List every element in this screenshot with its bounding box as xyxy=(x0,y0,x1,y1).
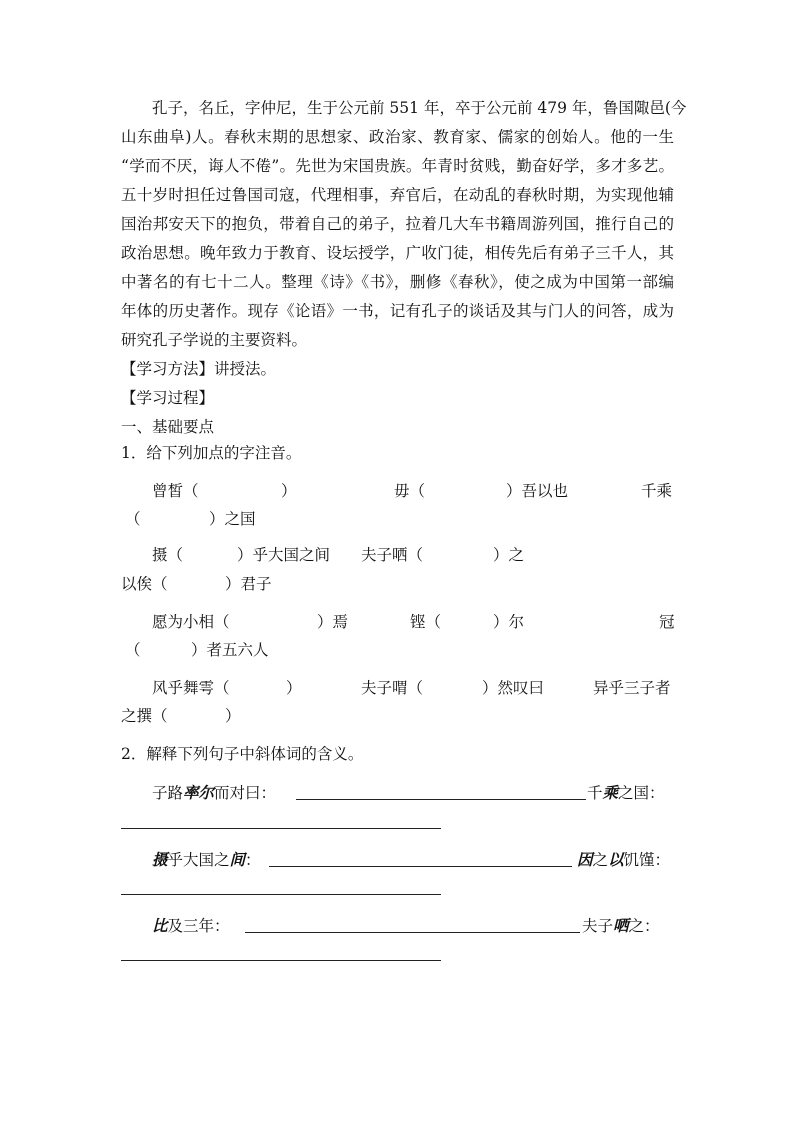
q2-sentence-part xyxy=(582,913,660,939)
q1-item: 以俟（ xyxy=(121,575,168,593)
q1-item: ）吾以也 xyxy=(506,482,569,500)
question-1-title: 1．给下列加点的字注音。 xyxy=(121,444,302,462)
q1-item: ）之国 xyxy=(209,510,256,528)
q1-item: 夫子哂（ xyxy=(361,546,424,564)
q2-text: 乎大国之 xyxy=(167,851,230,869)
q1-row-1 xyxy=(121,478,674,504)
q1-item: 夫子喟（ xyxy=(361,679,424,697)
italic-word: 以 xyxy=(608,850,624,869)
q1-item: 异乎三子者 xyxy=(593,679,671,697)
q2-text: 之 xyxy=(592,851,609,869)
q2-text: 千 xyxy=(587,784,603,802)
learning-process-heading: 【学习过程】 xyxy=(121,389,215,407)
q1-item: ）之 xyxy=(493,546,525,564)
q2-sentence-3 xyxy=(121,913,674,939)
q1-row-1b xyxy=(121,506,674,532)
intro-line: 政治思想。晚年致力于教育、设坛授学，广收门徒，相传先后有弟子三千人，其 xyxy=(121,244,674,262)
q1-item: 摄（ xyxy=(152,546,184,564)
italic-word: 乘 xyxy=(602,783,619,802)
q2-text: 饥馑： xyxy=(623,851,671,869)
q2-text: 而对曰： xyxy=(214,784,277,802)
q2-text: 之： xyxy=(628,917,660,935)
answer-blank[interactable] xyxy=(245,932,580,933)
q2-text: 夫子 xyxy=(582,917,614,935)
intro-line: 研究孔子学说的主要资料。 xyxy=(121,331,308,349)
italic-word: 哂 xyxy=(613,916,629,935)
q2-text: ： xyxy=(245,851,261,869)
q2-sentence-part xyxy=(152,780,276,806)
answer-blank[interactable] xyxy=(121,894,441,895)
q2-sentence-part xyxy=(152,847,261,873)
answer-blank[interactable] xyxy=(121,960,441,961)
q1-item: 之撰（ xyxy=(121,707,168,725)
q1-row-2b xyxy=(121,571,674,597)
intro-line: 山东曲阜)人。春秋末期的思想家、政治家、教育家、儒家的创始人。他的一生 xyxy=(121,128,674,146)
q1-item: ）乎大国之间 xyxy=(237,546,331,564)
italic-word: 摄 xyxy=(152,850,168,869)
q1-row-3 xyxy=(121,609,674,635)
q1-item: 冠 xyxy=(659,613,675,631)
q1-item: （ xyxy=(125,510,141,528)
answer-blank[interactable] xyxy=(269,866,572,867)
q2-sentence-part xyxy=(152,913,230,939)
italic-word: 间 xyxy=(229,850,246,869)
q1-row-2 xyxy=(121,542,674,568)
intro-line: 中著名的有七十二人。整理《诗》《书》，删修《春秋》，使之成为中国第一部编 xyxy=(121,273,674,291)
intro-line: 孔子，名丘，字仲尼，生于公元前 551 年，卒于公元前 479 年，鲁国陬邑(今 xyxy=(152,99,687,117)
q1-item: 愿为小相（ xyxy=(152,613,230,631)
q1-item: ）尔 xyxy=(493,613,525,631)
q2-text: 之国： xyxy=(618,784,665,802)
q1-item: 曾皙（ xyxy=(152,482,199,500)
intro-line: “学而不厌，诲人不倦”。先世为宋国贵族。年青时贫贱，勤奋好学，多才多艺。 xyxy=(121,157,674,175)
q1-item: 铿（ xyxy=(410,613,442,631)
question-2-title: 2．解释下列句子中斜体词的含义。 xyxy=(121,745,364,763)
q1-item: ）焉 xyxy=(317,613,349,631)
q1-item: 千乘 xyxy=(641,482,673,500)
q2-sentence-part xyxy=(577,847,670,873)
q1-row-4b xyxy=(121,703,674,729)
intro-line: 五十岁时担任过鲁国司寇，代理相事，弃官后，在动乱的春秋时期，为实现他辅 xyxy=(121,186,674,204)
q1-item: ） xyxy=(281,482,297,500)
q2-sentence-part xyxy=(587,780,665,806)
q1-item: 毋（ xyxy=(394,482,426,500)
q2-sentence-1 xyxy=(121,780,674,806)
q2-sentence-2 xyxy=(121,847,674,873)
italic-word: 率尔 xyxy=(183,783,215,802)
intro-line: 国治邦安天下的抱负，带着自己的弟子，拉着几大车书籍周游列国，推行自己的 xyxy=(121,215,674,233)
q1-item: ）君子 xyxy=(225,575,272,593)
q1-item: 风乎舞雩（ xyxy=(152,679,230,697)
section-heading: 一、基础要点 xyxy=(121,418,215,436)
q1-item: ） xyxy=(225,707,241,725)
italic-word: 因 xyxy=(577,850,593,869)
intro-paragraph xyxy=(121,94,687,442)
answer-blank[interactable] xyxy=(296,799,586,800)
q1-item: ） xyxy=(286,679,302,697)
italic-word: 比 xyxy=(152,916,168,935)
q1-row-3b xyxy=(121,637,674,663)
q1-item: （ xyxy=(125,641,141,659)
learning-method: 【学习方法】讲授法。 xyxy=(121,360,277,378)
q2-text: 及三年： xyxy=(167,917,230,935)
q2-text: 子路 xyxy=(152,784,184,802)
answer-blank[interactable] xyxy=(121,828,441,829)
q1-row-4 xyxy=(121,675,674,701)
q1-item: ）者五六人 xyxy=(191,641,269,659)
intro-line: 年体的历史著作。现存《论语》一书，记有孔子的谈话及其与门人的问答，成为 xyxy=(121,302,674,320)
q1-item: ）然叹曰 xyxy=(482,679,545,697)
